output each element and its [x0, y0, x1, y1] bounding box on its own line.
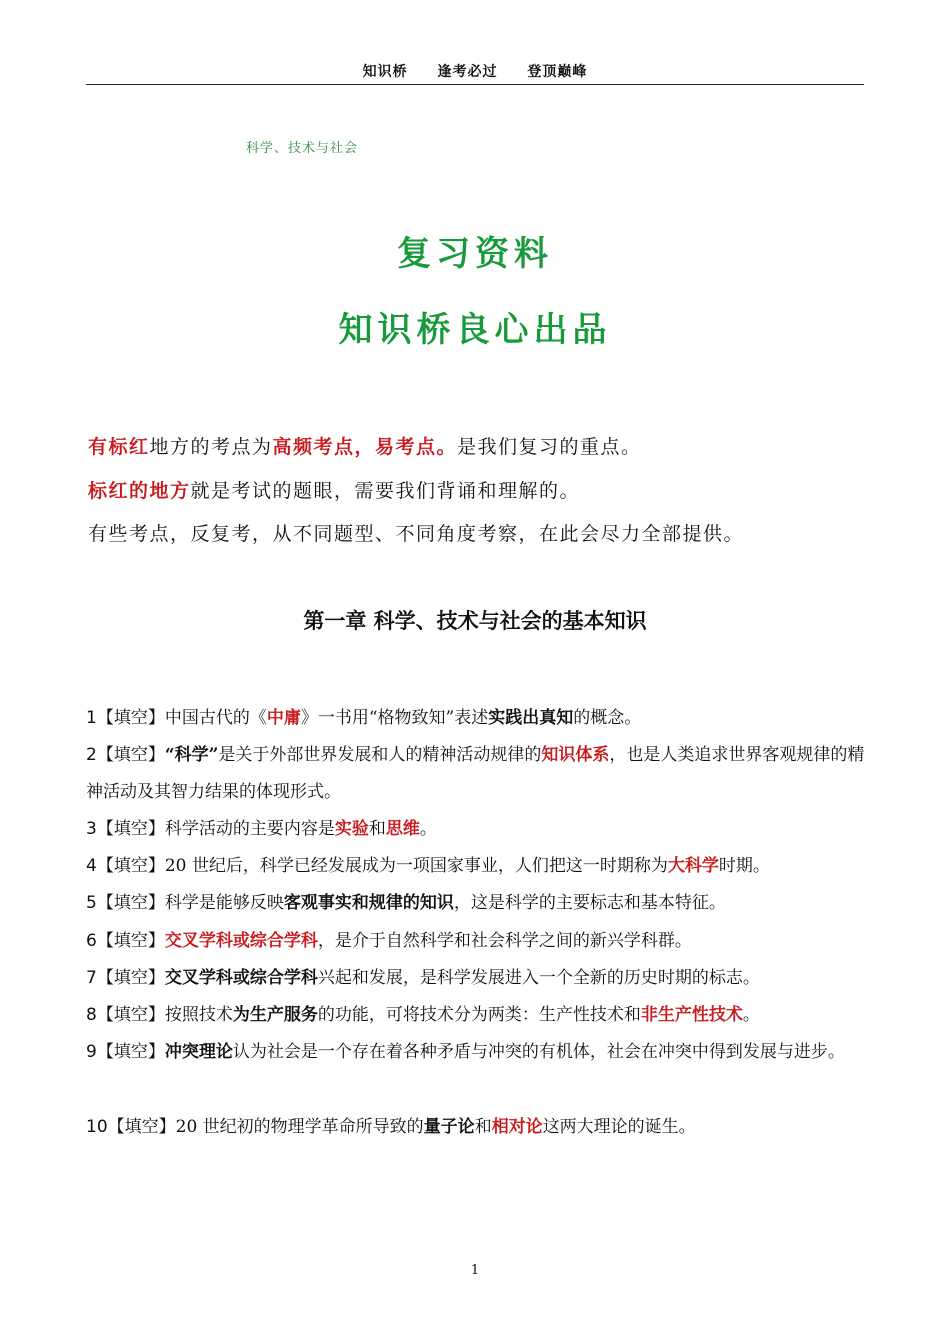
question-text: 科学是能够反映 — [164, 893, 284, 913]
question-text: 的概念。 — [573, 708, 642, 728]
question-keyword: 冲突理论 — [164, 1042, 233, 1062]
question-number: 5 — [86, 893, 97, 913]
page-number: 1 — [470, 1263, 480, 1278]
question-type-tag: 【填空】 — [96, 931, 165, 951]
main-title: 复习资料 — [397, 234, 553, 274]
question-text: 的功能，可将技术分为两类：生产性技术和 — [317, 1005, 641, 1025]
question-type-tag: 【填空】 — [96, 856, 165, 876]
question-number: 3 — [86, 819, 97, 839]
question-keyword: 大科学 — [667, 856, 719, 876]
chapter-heading: 第一章 科学、技术与社会的基本知识 — [303, 609, 647, 633]
question-item — [86, 1034, 866, 1071]
question-item — [86, 960, 866, 997]
question-keyword: 中庸 — [266, 708, 301, 728]
intro-text: 是我们复习的重点。 — [457, 436, 642, 458]
question-keyword: 量子论 — [423, 1117, 475, 1137]
intro-line-1 — [88, 432, 868, 459]
question-item — [86, 737, 866, 811]
question-type-tag: 【填空】 — [96, 745, 165, 765]
intro-line-2 — [88, 476, 868, 503]
page-header — [86, 60, 864, 85]
question-item — [86, 885, 866, 922]
header-slogan-2: 登顶巅峰 — [527, 64, 588, 80]
question-text: 科学活动的主要内容是 — [164, 819, 335, 839]
question-item — [86, 811, 866, 848]
question-text: 是关于外部世界发展和人的精神活动规律的 — [218, 745, 542, 765]
question-text: 认为社会是一个存在着各种矛盾与冲突的有机体，社会在冲突中得到发展与进步。 — [232, 1042, 845, 1062]
question-text: ，这是科学的主要标志和基本特征。 — [453, 893, 726, 913]
question-type-tag: 【填空】 — [107, 1117, 176, 1137]
question-type-tag: 【填空】 — [96, 893, 165, 913]
question-keyword: 相对论 — [491, 1117, 543, 1137]
question-keyword: 实验 — [334, 819, 369, 839]
question-keyword: 思维 — [385, 819, 420, 839]
intro-text: 地方的考点为 — [149, 436, 273, 458]
question-number: 4 — [86, 856, 97, 876]
question-number: 1 — [86, 708, 97, 728]
question-text: ，是介于自然科学和社会科学之间的新兴学科群。 — [317, 931, 692, 951]
question-text: 20 世纪后，科学已经发展成为一项国家事业，人们把这一时期称为 — [164, 856, 668, 876]
subject-label: 科学、技术与社会 — [246, 141, 359, 156]
question-item — [86, 700, 866, 737]
question-type-tag: 【填空】 — [96, 819, 165, 839]
question-number: 9 — [86, 1042, 97, 1062]
header-brand: 知识桥 — [362, 64, 408, 80]
question-type-tag: 【填空】 — [96, 1005, 165, 1025]
question-keyword: 为生产服务 — [232, 1005, 318, 1025]
question-text: 按照技术 — [164, 1005, 233, 1025]
question-number: 7 — [86, 968, 97, 988]
intro-line-3: 有些考点，反复考，从不同题型、不同角度考察，在此会尽力全部提供。 — [88, 523, 745, 545]
question-item — [86, 923, 866, 960]
question-text: 。 — [419, 819, 437, 839]
question-text: 和 — [474, 1117, 492, 1137]
question-text: 兴起和发展，是科学发展进入一个全新的历史时期的标志。 — [317, 968, 760, 988]
question-text: 这两大理论的诞生。 — [542, 1117, 696, 1137]
question-type-tag: 【填空】 — [96, 708, 165, 728]
intro-text: 就是考试的题眼，需要我们背诵和理解的。 — [190, 480, 581, 502]
header-slogan-1: 逢考必过 — [437, 64, 498, 80]
question-number: 2 — [86, 745, 97, 765]
question-type-tag: 【填空】 — [96, 1042, 165, 1062]
question-keyword: 实践出真知 — [488, 708, 574, 728]
question-text: 20 世纪初的物理学革命所导致的 — [175, 1117, 424, 1137]
question-item — [86, 1109, 866, 1146]
question-number: 10 — [86, 1117, 108, 1137]
intro-highlight: 有标红 — [88, 436, 150, 458]
question-keyword: 知识体系 — [541, 745, 610, 765]
question-text: ，也是人类追求世界客观规律的精神活动及其智力结果的体现形式。 — [86, 745, 865, 802]
question-text: 中国古代的《 — [164, 708, 267, 728]
question-keyword: 交叉学科或综合学科 — [164, 931, 318, 951]
question-text: 和 — [368, 819, 386, 839]
question-text: 时期。 — [718, 856, 770, 876]
intro-highlight: 高频考点，易考点。 — [272, 436, 458, 458]
question-keyword: 客观事实和规律的知识 — [283, 893, 454, 913]
question-keyword: 交叉学科或综合学科 — [164, 968, 318, 988]
question-number: 8 — [86, 1005, 97, 1025]
question-number: 6 — [86, 931, 97, 951]
question-keyword: 非生产性技术 — [640, 1005, 743, 1025]
question-type-tag: 【填空】 — [96, 968, 165, 988]
question-item — [86, 997, 866, 1034]
question-text: 》一书用“格物致知”表述 — [300, 708, 489, 728]
intro-highlight: 标红的地方 — [88, 480, 191, 502]
sub-title: 知识桥良心出品 — [338, 310, 612, 350]
question-keyword: “科学” — [164, 745, 219, 765]
question-text: 。 — [742, 1005, 760, 1025]
question-item — [86, 848, 866, 885]
